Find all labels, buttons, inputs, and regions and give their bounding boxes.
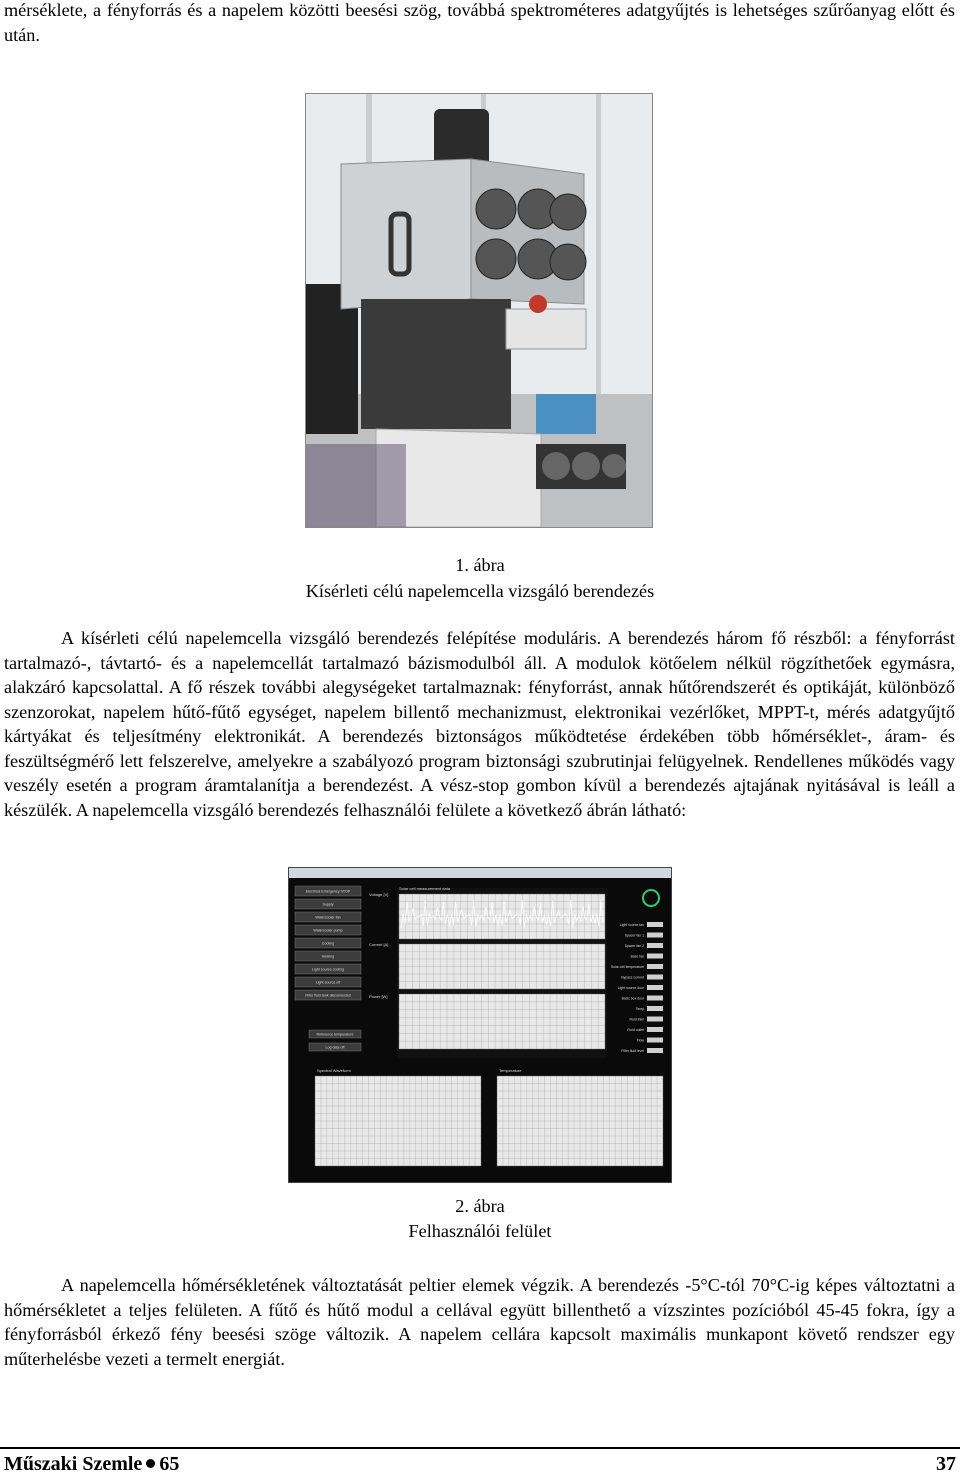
ui-status-value xyxy=(647,933,663,938)
intro-paragraph: mérséklete, a fényforrás és a napelem közötti beesési szög, továbbá spektrométeres adatgyűjtés is lehetséges szűrőanyag előtt és után. xyxy=(4,0,955,45)
journal-issue: 65 xyxy=(159,1453,180,1475)
ui-status-value xyxy=(647,1027,663,1032)
ui-status-value xyxy=(647,975,663,980)
ui-button-label: Electrical Emergency STOP xyxy=(305,889,351,894)
ui-control-label: Reference temperature xyxy=(316,1032,354,1037)
ui-status-value xyxy=(647,1048,663,1053)
spectral-title: Spectral Waveform xyxy=(317,1068,351,1073)
ui-button-label: Heating xyxy=(321,954,335,959)
ui-status-value xyxy=(647,996,663,1001)
ui-control-label: Log data off xyxy=(325,1045,345,1050)
ui-status-label: Fluid inlet xyxy=(629,1017,644,1022)
figure2-number: 2. ábra xyxy=(455,1196,505,1216)
ui-button-label: Light source cooling xyxy=(312,967,344,972)
ui-status-label: Flow xyxy=(636,1038,644,1043)
ui-button-label: Watercooler fan xyxy=(315,915,341,920)
ui-status-label: Base fan xyxy=(630,954,644,959)
ui-status-label: Solar cell temperature xyxy=(610,965,644,969)
figure2-caption: Felhasználói felület xyxy=(408,1221,552,1241)
figure1-caption: Kísérleti célú napelemcella vizsgáló berendezés xyxy=(305,581,655,601)
ui-status-label: Basic box door xyxy=(621,996,644,1001)
voltage-label: Voltage [V] xyxy=(369,892,389,897)
ui-status-label: Temp xyxy=(635,1007,644,1011)
bullet-icon xyxy=(146,1459,155,1468)
ui-status-value xyxy=(647,964,663,969)
ui-status-value xyxy=(647,922,663,927)
page-number: 37 xyxy=(936,1453,956,1475)
ui-status-label: Light source door xyxy=(617,986,644,990)
body-paragraph-3: A napelemcella hőmérsékletének változtatását peltier elemek végzik. A berendezés -5°C-tól 70°C-ig képes változtatni a hőmérsékletet a teljes felületen. A fűtő és hűtő modul a cellával együtt billenthető a vízszintes pozícióból 45-45 fokra, így a fényforrásból érkező fény beesési szöge változik. A napelem cellára kapcsolt maximális munkapont követő rendszer egy műterhelésbe vezeti a termelt energiát. xyxy=(4,1275,955,1369)
ui-button-label: Supply xyxy=(322,902,334,907)
ui-status-value xyxy=(647,1017,663,1022)
ui-status-value xyxy=(647,943,663,948)
ui-status-label: Fluid outlet xyxy=(627,1028,644,1032)
ui-status-label: Bypass current xyxy=(621,975,644,980)
ui-button-label: Light source off xyxy=(315,980,341,985)
ui-status-value xyxy=(647,954,663,959)
ui-button-label: Cooling xyxy=(321,941,335,946)
ui-status-label: Spacer fan 2 xyxy=(624,944,644,948)
ui-status-value xyxy=(647,1006,663,1011)
figure1-number: 1. ábra xyxy=(455,555,505,575)
chart-top-title: Solar cell measurement data xyxy=(399,886,450,891)
ui-status-label: Light source fan xyxy=(619,923,644,927)
temperature-title: Temperature xyxy=(499,1068,522,1073)
footer-rule xyxy=(0,1447,960,1449)
ui-status-value xyxy=(647,985,663,990)
power-label: Power [W] xyxy=(369,994,388,999)
current-label: Current [A] xyxy=(369,942,389,947)
ui-button-label: Watercooler pump xyxy=(313,928,343,933)
ui-status-label: Filter fluid level xyxy=(621,1049,644,1053)
journal-name: Műszaki Szemle xyxy=(4,1453,143,1475)
ui-button-label: Filter fluid tank disconnected xyxy=(305,993,351,998)
ui-status-label: Spacer fan 1 xyxy=(624,933,644,938)
body-paragraph-2: A kísérleti célú napelemcella vizsgáló berendezés felépítése moduláris. A berendezés három fő részből: a fényforrást tartalmazó-, távtartó- és a napelemcellát tartalmazó bázismodulból áll. A modulok kötőelem nélkül rögzíthetőek egymásra, alakzáró kapcsolattal. A fő részek további alegységeket tartalmaznak: fényforrást, annak hűtőrendszerét és optikáját, különböző szenzorokat, napelem hűtő-fűtő egységet, napelem billentő mechanizmust, elektronikai vezérlőket, MPPT-t, mérés adatgyűjtő kártyákat és teljesítmény elektronikát. A berendezés biztonságos működtetése érdekében több hőmérséklet-, áram- és feszültségmérő lett felszerelve, amelyekre a szabályozó program biztonsági szubrutinjai felügyelnek. Rendellenes működés vagy veszély esetén a program áramtalanítja a berendezést. A vész-stop gombon kívül a berendezés ajtajának nyitásával is leáll a készülék. A napelemcella vizsgáló berendezés felhasználói felülete a következő ábrán látható: xyxy=(4,628,955,820)
user-interface-screenshot xyxy=(288,867,672,1183)
ui-status-value xyxy=(647,1038,663,1043)
apparatus-photo xyxy=(305,93,653,528)
